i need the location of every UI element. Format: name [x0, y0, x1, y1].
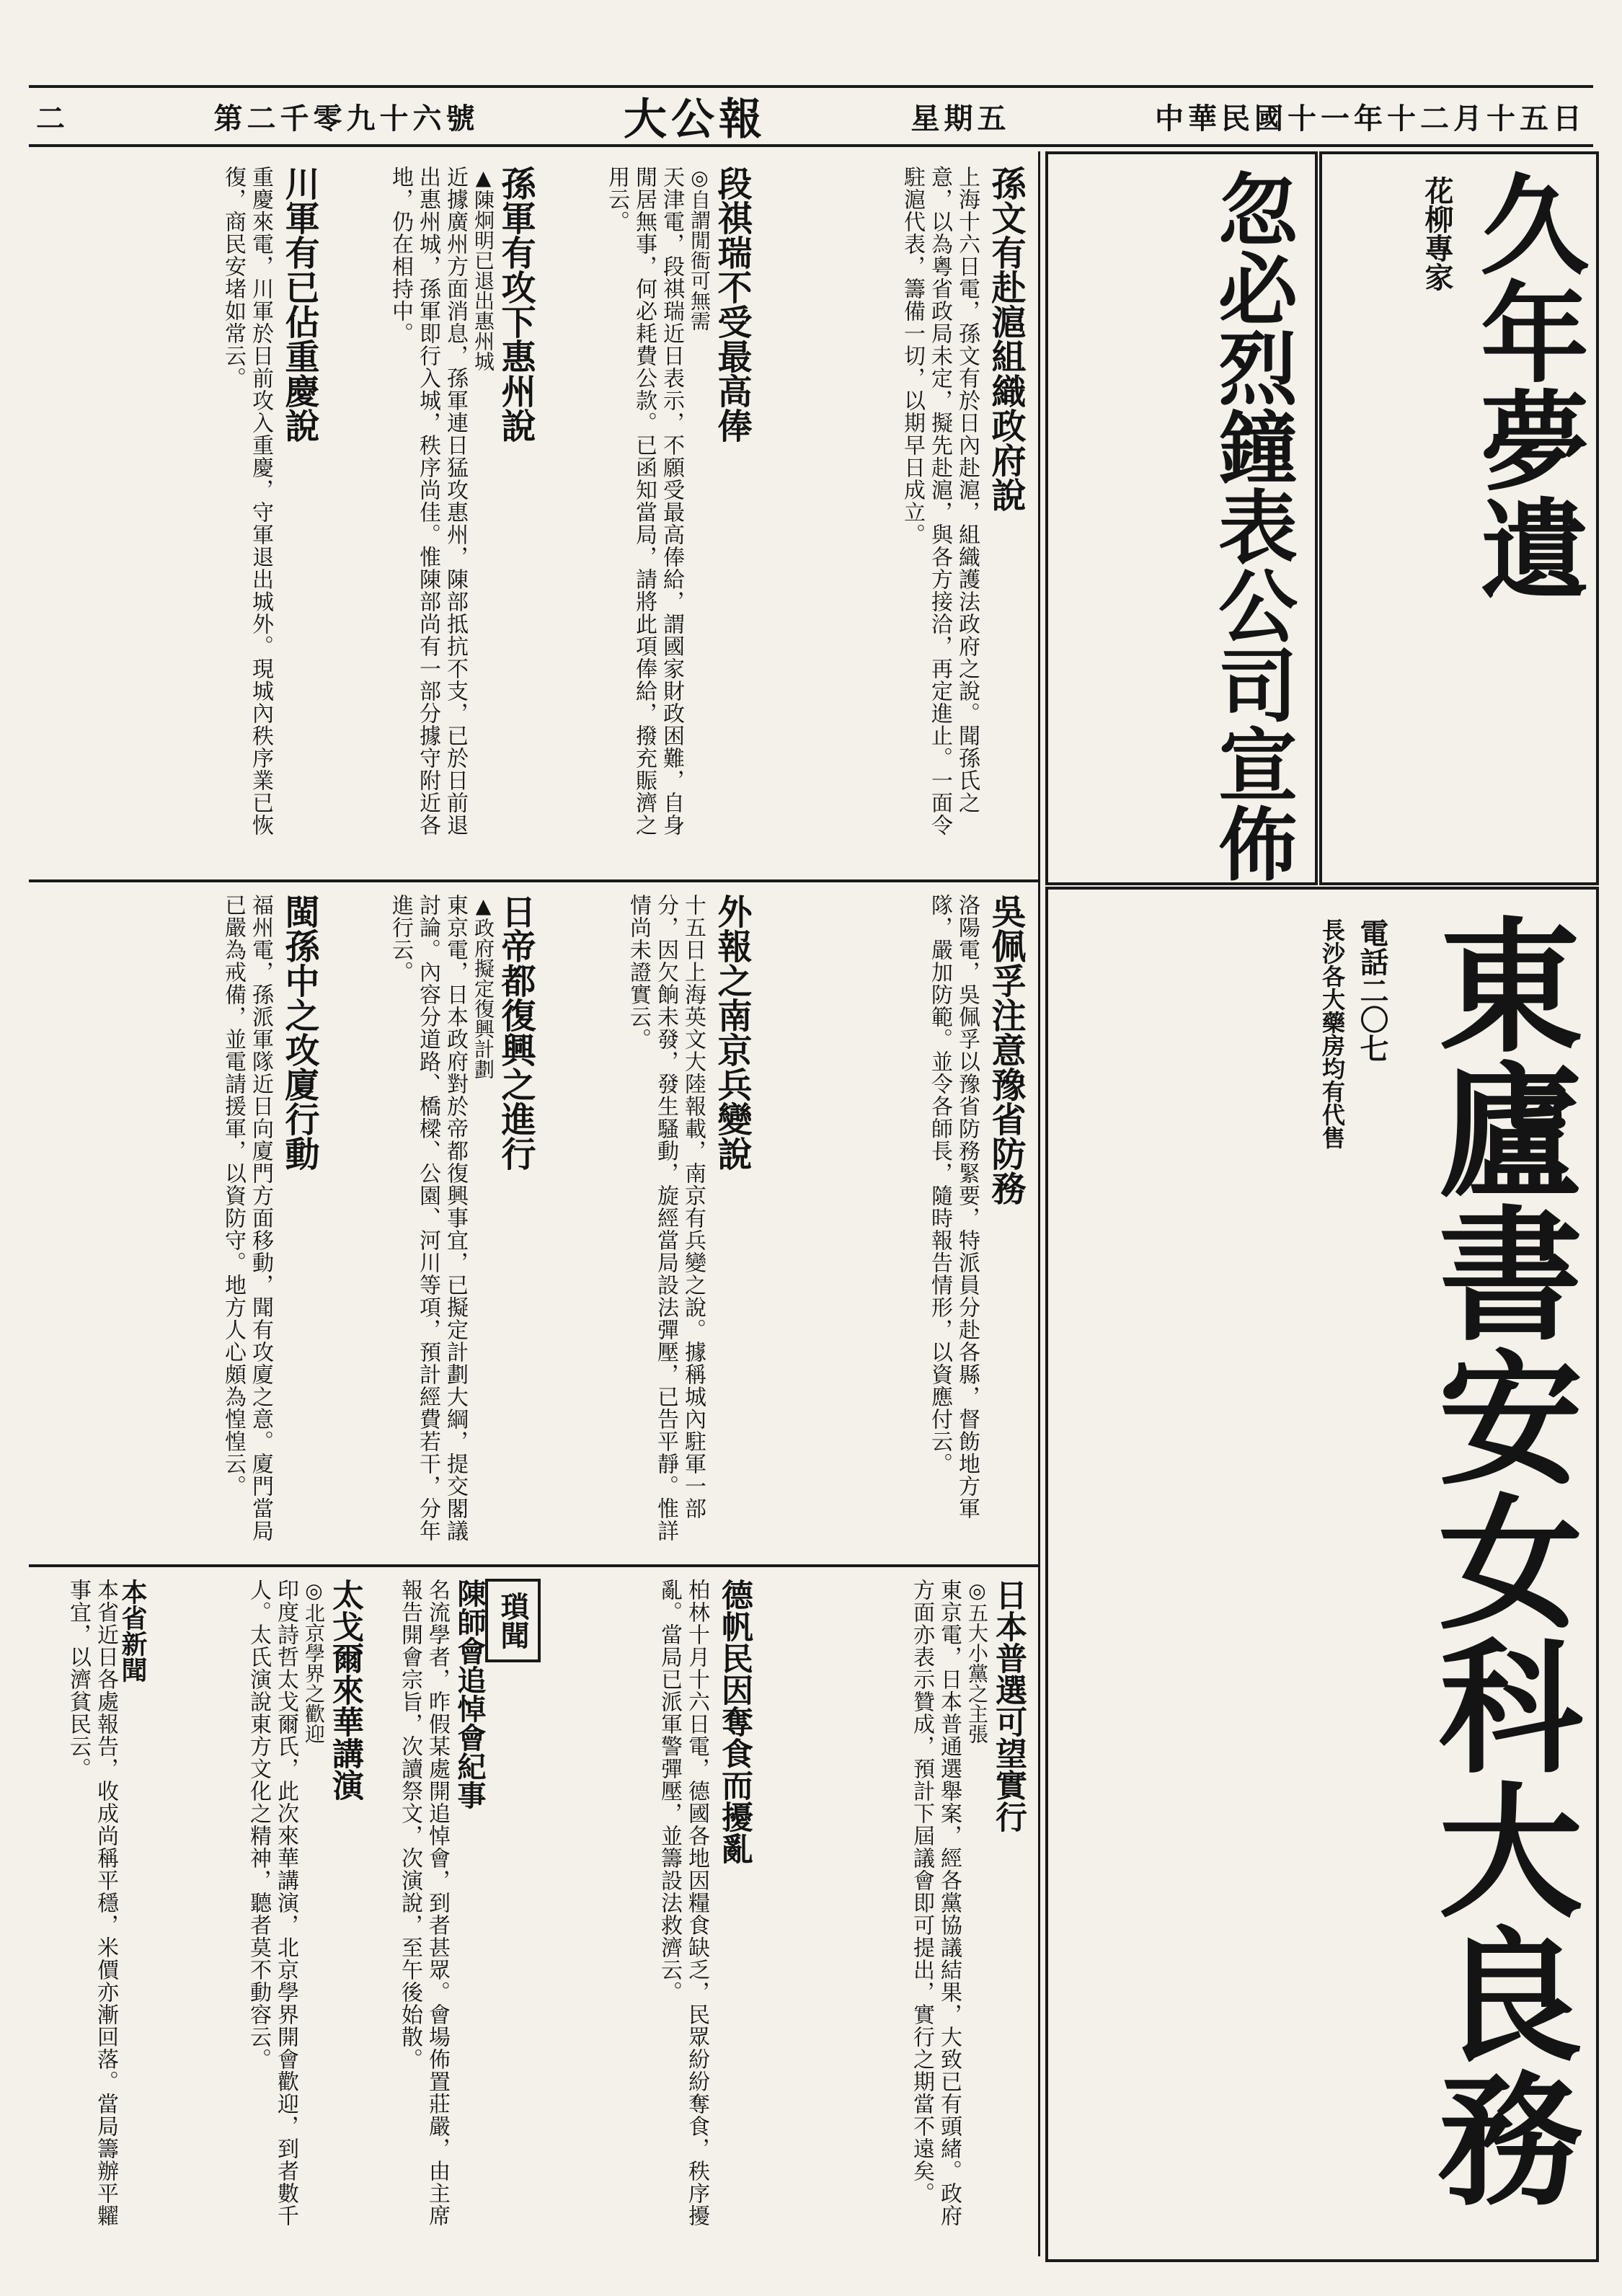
ad-box-lower-right	[1045, 887, 1599, 2262]
body-sun-wen: 上海十六日電，孫文有於日內赴滬，組織護法政府之說。聞孫氏之意，以為粵省政局未定，擬先赴滬，與各方接洽，再定進止。一面令駐滬代表，籌備一切，以期早日成立。	[900, 166, 980, 836]
subhead-tokyo: ▲政府擬定復興計劃	[471, 894, 495, 1079]
subhead-sun-army: ▲陳炯明已退出惠州城	[471, 166, 495, 371]
article-sun-army	[332, 159, 541, 872]
body-tagore: 印度詩哲太戈爾氏，此次來華講演，北京學界開會歡迎，到者數千人。太氏演說東方文化之精神，聽者莫不動容云。	[246, 1579, 298, 2227]
ad-box-clock	[1045, 151, 1318, 885]
body-chen: 名流學者，昨假某處開追悼會，到者甚眾。會場佈置莊嚴，由主席報告開會宗旨，次讀祭文，次演說，至午後始散。	[397, 1579, 450, 2227]
headline-tagore: 太戈爾來華講演	[327, 1579, 363, 1801]
row-divider-1	[29, 879, 1038, 882]
headline-sun-wen: 孫文有赴滬組織政府說	[985, 166, 1026, 512]
subhead-tagore: ◎北京學界之歡迎	[302, 1579, 326, 1744]
issue-number: 第二千零九十六號	[213, 101, 479, 136]
subhead-election: ◎五大小黨之主張	[965, 1579, 989, 1744]
row-divider-2	[29, 1564, 1038, 1567]
ad-title: 久年夢遺	[1462, 169, 1589, 601]
ad-flower-label: 花柳專家	[1420, 176, 1454, 291]
body-misc: 本省近日各處報告，收成尚稱平穩，米價亦漸回落。當局籌辦平糶事宜，以濟貧民云。	[66, 1579, 118, 2227]
article-election	[764, 1572, 1031, 2249]
column-divider	[1038, 151, 1040, 2256]
weekday: 星期五	[910, 101, 1011, 136]
section-label-yishen: 瑣聞	[485, 1579, 541, 1662]
headline-misc: 本省新聞	[118, 1579, 148, 1683]
article-wu	[764, 887, 1031, 1557]
date-line: 中華民國十一年十二月十五日	[1155, 101, 1586, 136]
ad-box-top-right	[1319, 151, 1599, 885]
headline-fujian: 閩孫中之攻廈行動	[279, 894, 319, 1171]
headline-germany: 德帆民因奪食而擾亂	[716, 1579, 753, 1864]
article-tokyo	[332, 887, 541, 1557]
article-fujian	[36, 887, 324, 1557]
article-sichuan	[36, 159, 324, 872]
ad-lower-headline: 東廬書安女科大良務	[1414, 911, 1584, 2209]
masthead-bottom-rule	[29, 144, 1593, 147]
article-sun-wen	[764, 159, 1031, 872]
body-sun-army: 近據廣州方面消息，孫軍連日猛攻惠州，陳部抵抗不支，已於日前退出惠州城，孫軍即行入城，秩序尚佳。惟陳部尚有一部分據守附近各地，仍在相持中。	[388, 166, 468, 836]
article-chen	[375, 1572, 541, 2249]
article-nanjing	[548, 887, 757, 1557]
headline-wu: 吳佩孚注意豫省防務	[985, 894, 1026, 1205]
body-germany: 柏林十月十六日電，德國各地因糧食缺乏，民眾紛紛奪食，秩序擾亂。當局已派軍警彈壓，並籌設法救濟云。	[657, 1579, 709, 2227]
body-duan: 天津電，段祺瑞近日表示，不願受最高俸給，謂國家財政困難，自身閒居無事，何必耗費公款。已函知當局，請將此項俸給，撥充賑濟之用云。	[604, 166, 684, 836]
subhead-duan: ◎自謂閒衙可無需	[688, 166, 712, 331]
body-tokyo: 東京電，日本政府對於帝都復興事宜，已擬定計劃大綱，提交閣議討論。內容分道路、橋樑、公園、河川等項，預計經費若干，分年進行云。	[388, 894, 468, 1542]
headline-sichuan: 川軍有已佔重慶說	[279, 166, 319, 443]
body-fujian: 福州電，孫派軍隊近日向廈門方面移動，聞有攻廈之意。廈門當局已嚴為戒備，並電請援軍，以資防守。地方人心頗為惶惶云。	[221, 894, 273, 1542]
page-number: 二	[36, 101, 69, 136]
headline-chen: 陳師會追悼會紀事	[453, 1579, 487, 1809]
masthead	[36, 92, 1586, 145]
body-wu: 洛陽電，吳佩孚以豫省防務緊要，特派員分赴各縣，督飭地方軍隊，嚴加防範。並令各師長，隨時報告情形，以資應付云。	[927, 894, 980, 1520]
headline-duan: 段祺瑞不受最高俸	[712, 166, 752, 443]
ad-clock-headline: 忽必烈鐘表公司宣佈	[1205, 169, 1298, 882]
ad-phone: 電話二〇七	[1355, 918, 1389, 1063]
article-tagore	[36, 1572, 368, 2249]
headline-election: 日本普選可望實行	[990, 1579, 1027, 1832]
ad-note: 長沙各大藥房均有代售	[1319, 918, 1346, 1149]
paper-name: 大公報	[624, 94, 766, 145]
headline-sun-army: 孫軍有攻下惠州說	[495, 166, 536, 443]
body-sichuan: 重慶來電，川軍於日前攻入重慶，守軍退出城外。現城內秩序業已恢復，商民安堵如常云。	[221, 166, 273, 836]
body-nanjing: 十五日上海英文大陸報載，南京有兵變之說。據稱城內駐軍一部分，因欠餉未發，發生騷動，旋經當局設法彈壓，已告平靜。惟詳情尚未證實云。	[626, 894, 706, 1542]
article-germany	[548, 1572, 757, 2249]
headline-nanjing: 外報之南京兵變說	[712, 894, 752, 1171]
masthead-top-rule	[29, 85, 1593, 88]
body-election: 東京電，日本普通選舉案，經各黨協議結果，大致已有頭緒。政府方面亦表示贊成，預計下屆議會即可提出，實行之期當不遠矣。	[909, 1579, 962, 2227]
article-duan	[548, 159, 757, 872]
headline-tokyo: 日帝都復興之進行	[495, 894, 536, 1171]
